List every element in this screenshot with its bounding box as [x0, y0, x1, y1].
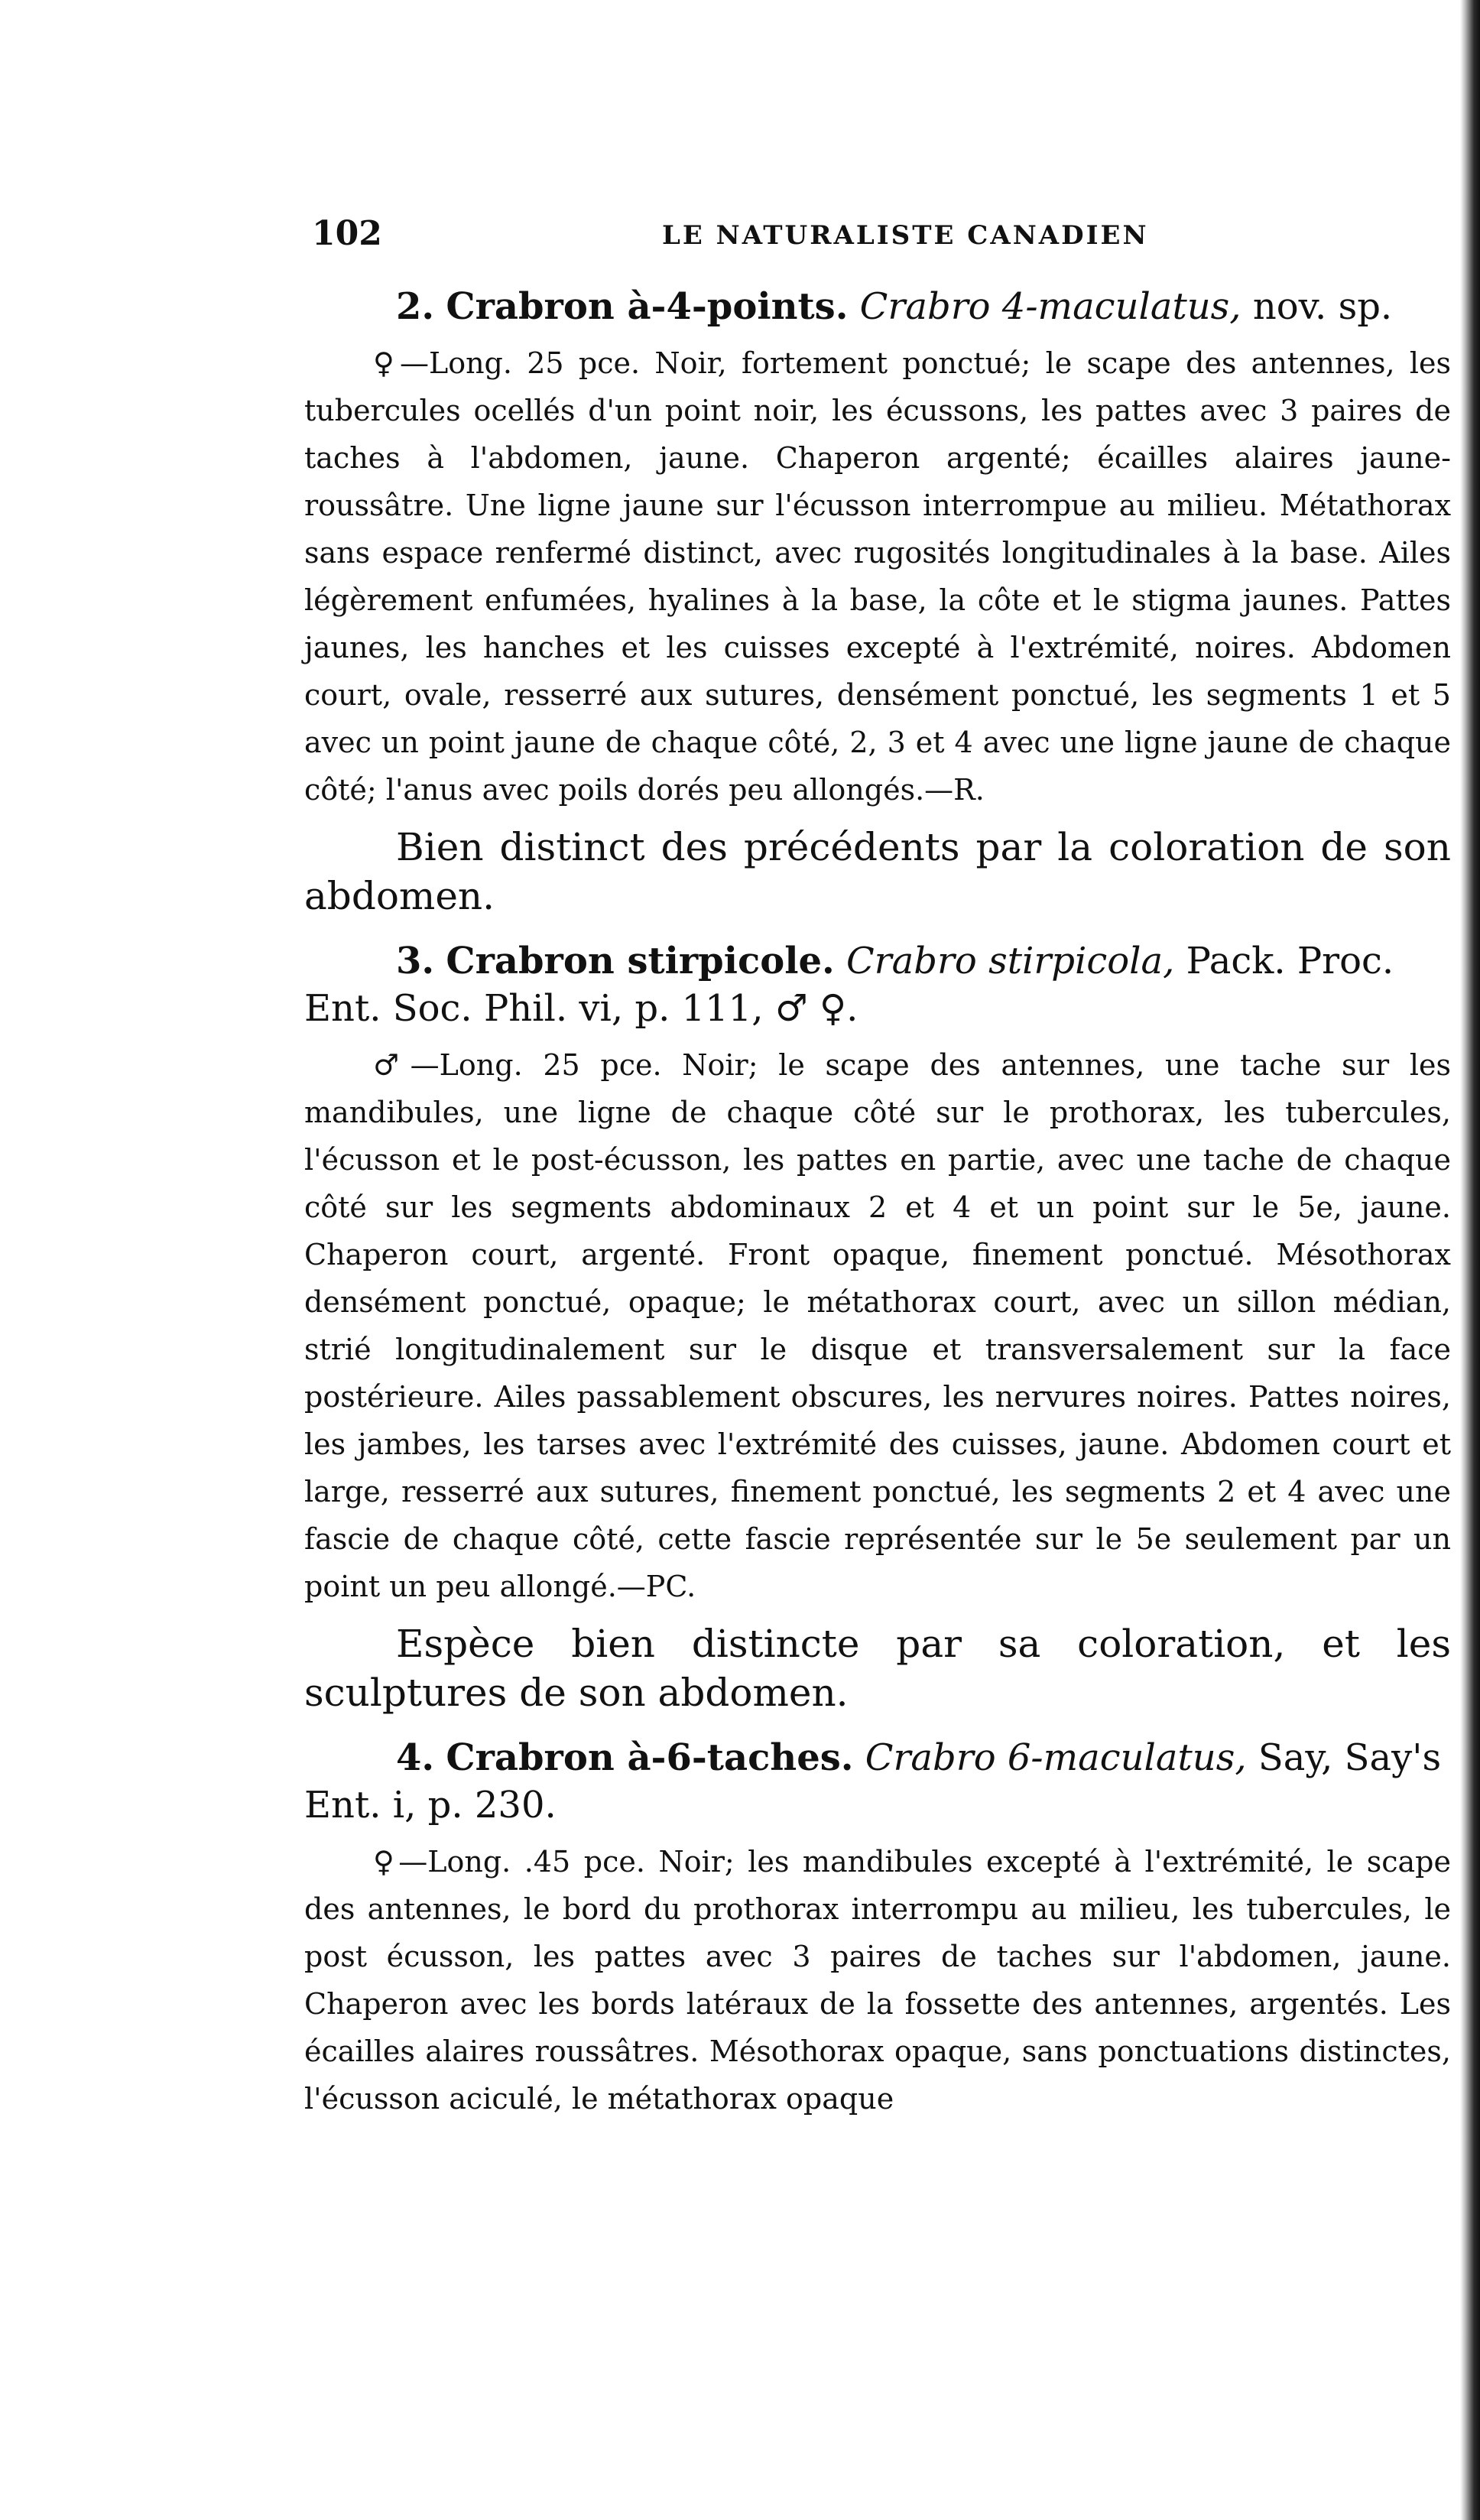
species-authority: Pack. Proc. Ent. Soc. Phil. vi, p. 111, ♂ ♀.	[304, 940, 1394, 1030]
species-common-name: Crabron à-4-points.	[446, 285, 849, 328]
species-number: 3.	[396, 940, 435, 982]
running-title: LE NATURALISTE CANADIEN	[662, 220, 1149, 251]
species-entry	[304, 283, 1451, 921]
species-heading	[304, 1734, 1451, 1829]
species-latin-name: Crabro 6-maculatus,	[865, 1736, 1247, 1779]
species-entry	[304, 1734, 1451, 2122]
species-common-name: Crabron à-6-taches.	[446, 1736, 854, 1779]
species-latin-name: Crabro 4-maculatus,	[859, 285, 1241, 328]
species-common-name: Crabron stirpicole.	[446, 940, 835, 982]
species-authority: nov. sp.	[1252, 285, 1393, 328]
species-heading	[304, 937, 1451, 1032]
species-remark: Bien distinct des précédents par la coloration de son abdomen.	[304, 825, 1451, 918]
species-description: ♀—Long. 25 pce. Noir, fortement ponctué; le scape des antennes, les tubercules ocellés d'un point noir, les écussons, les pattes avec 3 paires de taches à l'abdomen, jaune. Chaperon argenté; écailles alaires jaune-roussâtre. Une ligne jaune sur l'écusson interrompue au milieu. Métathorax sans espace renfermé distinct, avec rugosités longitudinales à la base. Ailes légèrement enfumées, hyalines à la base, la côte et le stigma jaunes. Pattes jaunes, les hanches et les cuisses excepté à l'extrémité, noires. Abdomen court, ovale, resserré aux sutures, densément ponctué, les segments 1 et 5 avec un point jaune de chaque côté, 2, 3 et 4 avec une ligne jaune de chaque côté; l'anus avec poils dorés peu allongés.—R.	[304, 346, 1451, 807]
species-entry	[304, 937, 1451, 1717]
page-number: 102	[312, 214, 382, 253]
binding-edge	[1460, 0, 1480, 2520]
species-number: 2.	[396, 285, 435, 328]
species-remark: Espèce bien distincte par sa coloration, et les sculptures de son abdomen.	[304, 1622, 1451, 1715]
species-number: 4.	[396, 1736, 435, 1779]
species-description: ♂—Long. 25 pce. Noir; le scape des antennes, une tache sur les mandibules, une ligne de chaque côté sur le prothorax, les tubercules, l'écusson et le post-écusson, les pattes en partie, avec une tache de chaque côté sur les segments abdominaux 2 et 4 et un point sur le 5e, jaune. Chaperon court, argenté. Front opaque, finement ponctué. Mésothorax densément ponctué, opaque; le métathorax court, avec un sillon médian, strié longitudinalement sur le disque et transversalement sur la face postérieure. Ailes passablement obscures, les nervures noires. Pattes noires, les jambes, les tarses avec l'extrémité des cuisses, jaune. Abdomen court et large, resserré aux sutures, finement ponctué, les segments 2 et 4 avec une fascie de chaque côté, cette fascie représentée sur le 5e seulement par un point un peu allongé.—PC.	[304, 1048, 1451, 1603]
text-block	[304, 283, 1451, 2500]
species-latin-name: Crabro stirpicola,	[845, 940, 1175, 982]
species-description: ♀—Long. .45 pce. Noir; les mandibules excepté à l'extrémité, le scape des antennes, le bord du prothorax interrompu au milieu, les tubercules, le post écusson, les pattes avec 3 paires de taches sur l'abdomen, jaune. Chaperon avec les bords latéraux de la fossette des antennes, argentés. Les écailles alaires roussâtres. Mésothorax opaque, sans ponctuations distinctes, l'écusson aciculé, le métathorax opaque	[304, 1845, 1451, 2116]
species-authority: Say, Say's Ent. i, p. 230.	[304, 1736, 1442, 1827]
page-header	[312, 214, 1153, 260]
species-heading	[304, 283, 1451, 330]
